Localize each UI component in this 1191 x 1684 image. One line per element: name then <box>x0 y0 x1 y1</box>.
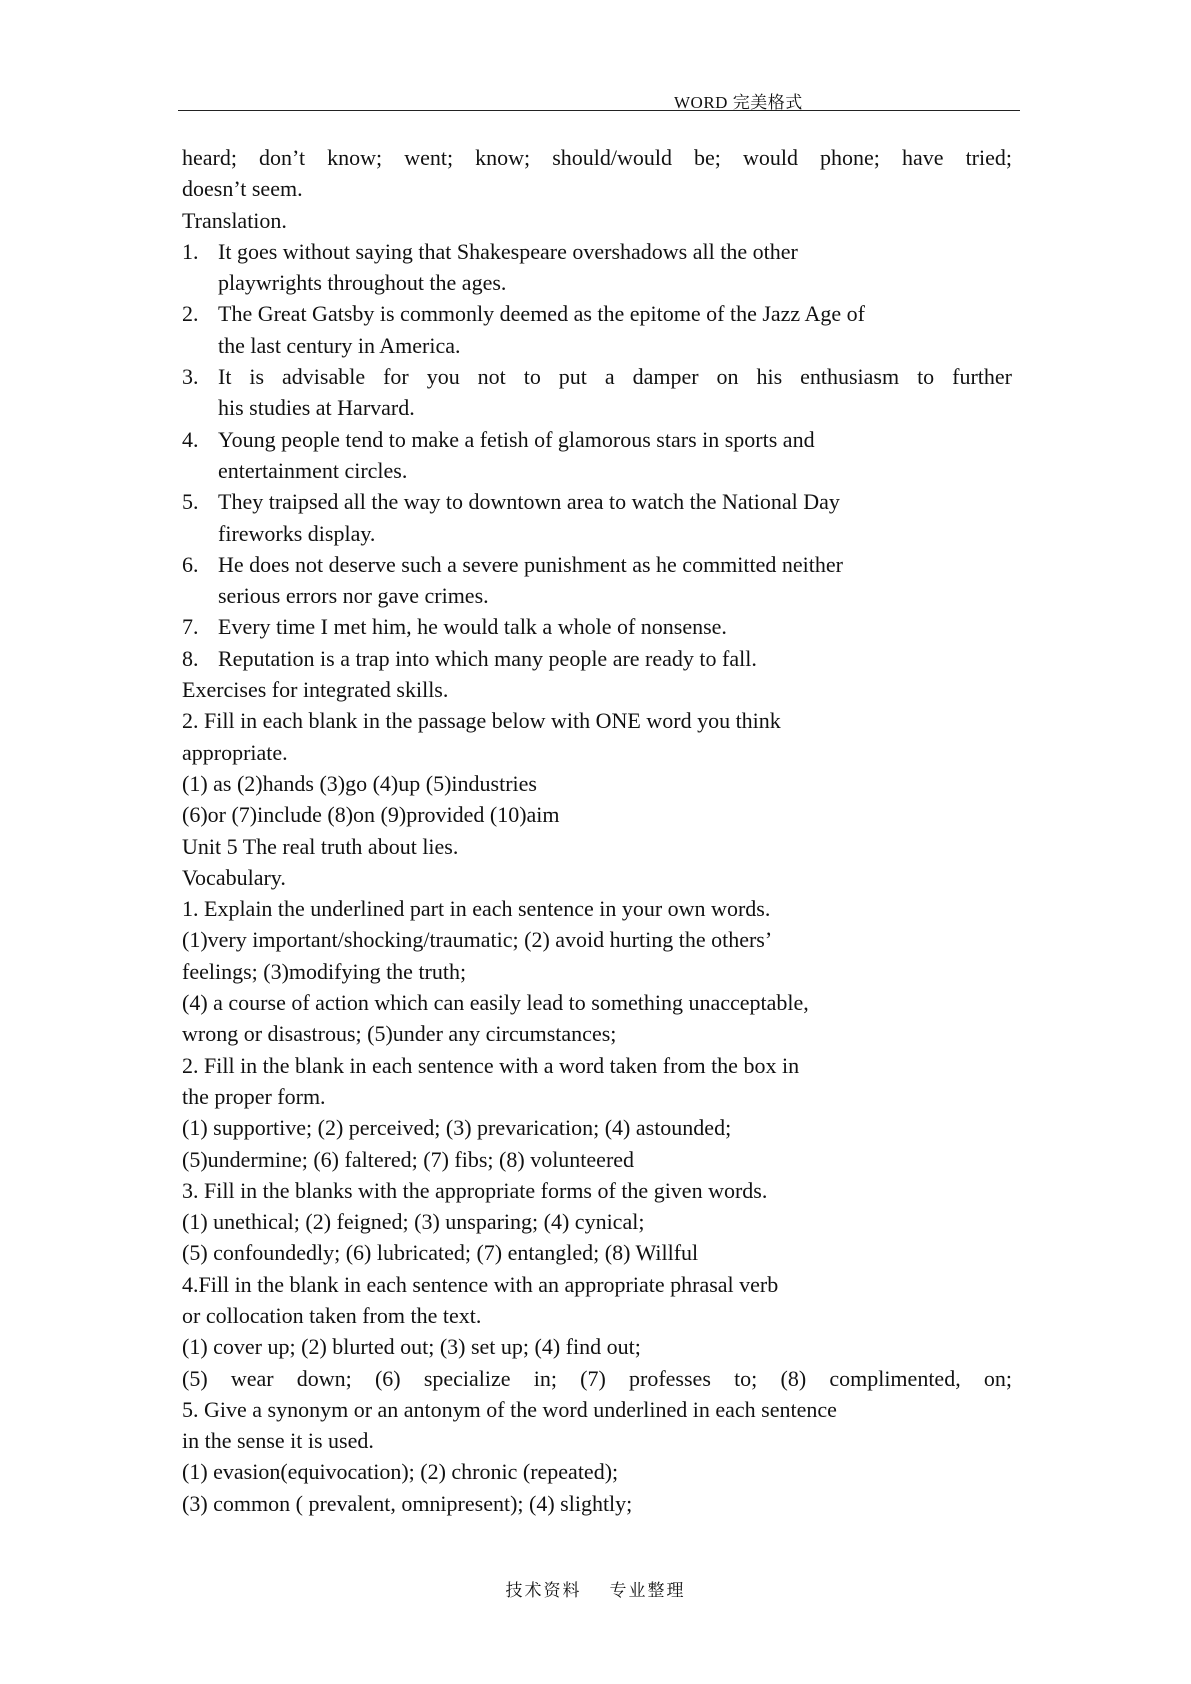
item-line: the last century in America. <box>218 332 461 358</box>
answer-line: (1) as (2)hands (3)go (4)up (5)industries <box>182 770 537 796</box>
translation-list <box>182 236 1012 674</box>
item-number: 6. <box>182 551 199 577</box>
answer-line: (1) unethical; (2) feigned; (3) unsparing; (4) cynical; <box>182 1209 645 1235</box>
answer-line: wrong or disastrous; (5)under any circumstances; <box>182 1021 617 1047</box>
item-line: entertainment circles. <box>218 457 408 483</box>
item-number: 3. <box>182 364 199 390</box>
text-line: 2. Fill in each blank in the passage below with ONE word you think <box>182 708 781 734</box>
section-heading-vocabulary: Vocabulary. <box>182 864 286 890</box>
item-line: fireworks display. <box>218 520 376 546</box>
item-line: He does not deserve such a severe punishment as he committed neither <box>218 551 843 577</box>
unit-heading: Unit 5 The real truth about lies. <box>182 833 459 859</box>
item-line: It is advisable for you not to put a damper on his enthusiasm to further <box>218 364 1012 390</box>
item-line: The Great Gatsby is commonly deemed as the epitome of the Jazz Age of <box>218 301 865 327</box>
translation-item <box>182 611 1012 642</box>
header-rule <box>178 110 1020 111</box>
answer-line: (5) confoundedly; (6) lubricated; (7) entangled; (8) Willful <box>182 1240 699 1266</box>
translation-item <box>182 236 1012 299</box>
answer-line: (1) cover up; (2) blurted out; (3) set up; (4) find out; <box>182 1334 641 1360</box>
translation-item <box>182 486 1012 549</box>
text-line: 1. Explain the underlined part in each sentence in your own words. <box>182 896 771 922</box>
answer-line: (4) a course of action which can easily lead to something unacceptable, <box>182 990 809 1016</box>
page-footer <box>0 1576 1191 1601</box>
item-line: Reputation is a trap into which many people are ready to fall. <box>218 645 757 671</box>
answer-line: (5)undermine; (6) faltered; (7) fibs; (8) volunteered <box>182 1146 635 1172</box>
item-number: 7. <box>182 614 199 640</box>
item-number: 8. <box>182 645 199 671</box>
translation-item <box>182 298 1012 361</box>
text-line: the proper form. <box>182 1083 326 1109</box>
item-number: 5. <box>182 489 199 515</box>
document-body <box>182 142 1012 1519</box>
footer-left: 技术资料 <box>505 1581 582 1600</box>
translation-item <box>182 643 1012 674</box>
text-line: 4.Fill in the blank in each sentence with an appropriate phrasal verb <box>182 1271 779 1297</box>
text-line: Exercises for integrated skills. <box>182 677 449 703</box>
text-line: 3. Fill in the blanks with the appropriate forms of the given words. <box>182 1177 768 1203</box>
section-heading-translation: Translation. <box>182 207 287 233</box>
answer-line: (5) wear down; (6) specialize in; (7) professes to; (8) complimented, on; <box>182 1365 1012 1391</box>
text-line: 2. Fill in the blank in each sentence with a word taken from the box in <box>182 1052 800 1078</box>
answer-line: (6)or (7)include (8)on (9)provided (10)aim <box>182 802 560 828</box>
text-line: in the sense it is used. <box>182 1428 374 1454</box>
text-line: appropriate. <box>182 739 288 765</box>
header-title: WORD 完美格式 <box>674 93 803 112</box>
item-number: 1. <box>182 238 199 264</box>
text-line: 5. Give a synonym or an antonym of the word underlined in each sentence <box>182 1396 837 1422</box>
item-line: They traipsed all the way to downtown area to watch the National Day <box>218 489 840 515</box>
item-line: serious errors nor gave crimes. <box>218 583 489 609</box>
answer-line: feelings; (3)modifying the truth; <box>182 958 467 984</box>
text-line: heard; don’t know; went; know; should/would be; would phone; have tried; <box>182 145 1012 170</box>
item-number: 2. <box>182 301 199 327</box>
item-line: his studies at Harvard. <box>218 395 415 421</box>
footer-right: 专业整理 <box>609 1581 686 1600</box>
item-line: Young people tend to make a fetish of glamorous stars in sports and <box>218 426 815 452</box>
item-line: Every time I met him, he would talk a whole of nonsense. <box>218 614 727 640</box>
answer-line: (1) supportive; (2) perceived; (3) prevarication; (4) astounded; <box>182 1115 732 1141</box>
translation-item <box>182 361 1012 424</box>
item-number: 4. <box>182 426 199 452</box>
translation-item <box>182 424 1012 487</box>
answer-line: (1)very important/shocking/traumatic; (2) avoid hurting the others’ <box>182 927 773 953</box>
item-line: playwrights throughout the ages. <box>218 270 507 296</box>
translation-item <box>182 549 1012 612</box>
text-line: or collocation taken from the text. <box>182 1302 482 1328</box>
item-line: It goes without saying that Shakespeare overshadows all the other <box>218 238 798 264</box>
answer-line: (3) common ( prevalent, omnipresent); (4) slightly; <box>182 1490 633 1516</box>
text-line: doesn’t seem. <box>182 176 303 202</box>
answer-line: (1) evasion(equivocation); (2) chronic (repeated); <box>182 1459 619 1485</box>
